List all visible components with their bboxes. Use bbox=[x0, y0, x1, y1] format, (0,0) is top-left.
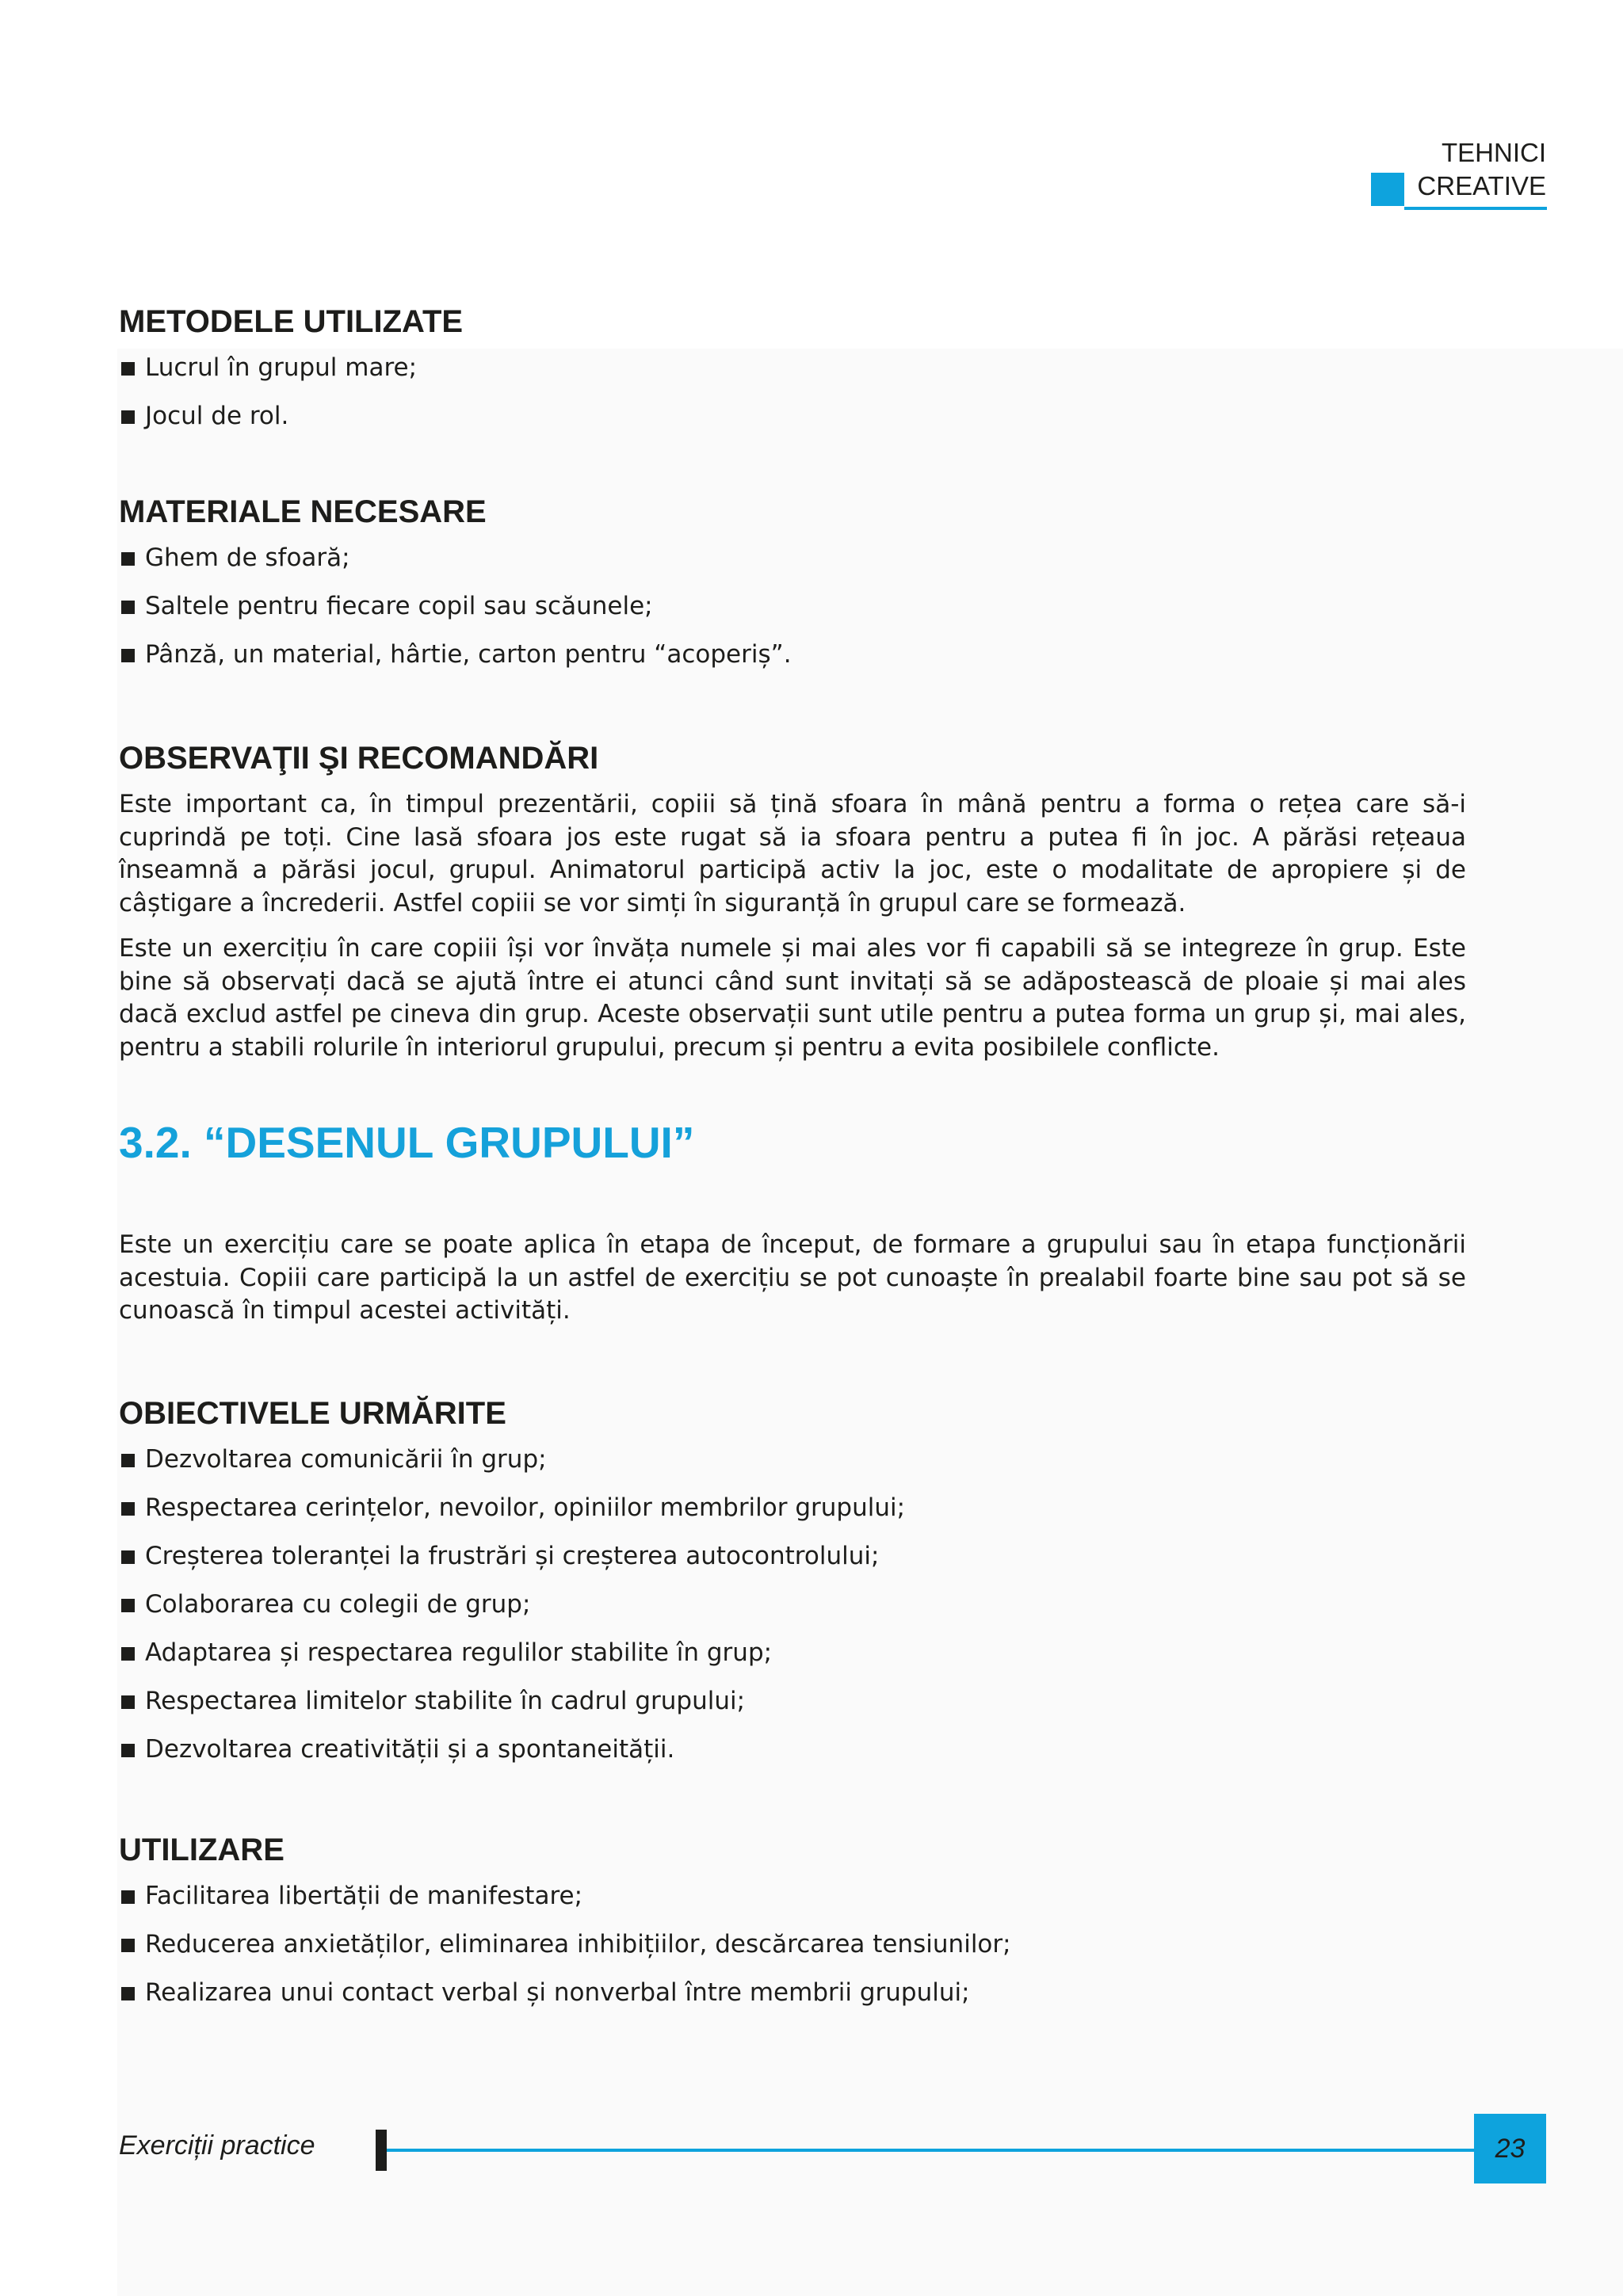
section-title: UTILIZARE bbox=[119, 1832, 285, 1867]
list-item bbox=[119, 1726, 1466, 1774]
running-header bbox=[1414, 136, 1546, 203]
list-item-text: Respectarea limitelor stabilite în cadrul grupului; bbox=[145, 1686, 746, 1715]
list-item bbox=[119, 1629, 1466, 1677]
list-item bbox=[119, 344, 1466, 392]
section-title: OBSERVAŢII ŞI RECOMANDĂRI bbox=[119, 741, 599, 776]
list-item-text: Dezvoltarea creativității și a spontaneității. bbox=[145, 1734, 675, 1764]
section-title: OBIECTIVELE URMĂRITE bbox=[119, 1395, 506, 1431]
running-header-line1: TEHNICI bbox=[1442, 138, 1546, 167]
chapter-title: 3.2. “DESENUL GRUPULUI” bbox=[119, 1118, 695, 1167]
list-item-text: Dezvoltarea comunicării în grup; bbox=[145, 1444, 547, 1474]
list-item-text: Facilitarea libertății de manifestare; bbox=[145, 1881, 583, 1910]
bullet-square-icon bbox=[121, 552, 135, 566]
section-utilizare bbox=[119, 1829, 1466, 2017]
bullet-square-icon bbox=[121, 1647, 135, 1661]
bullet-square-icon bbox=[121, 1939, 135, 1952]
list-item bbox=[119, 1920, 1466, 1969]
list-item-text: Lucrul în grupul mare; bbox=[145, 353, 418, 382]
list-item bbox=[119, 1484, 1466, 1532]
bullet-square-icon bbox=[121, 601, 135, 614]
list-item bbox=[119, 392, 1466, 441]
list-item bbox=[119, 1677, 1466, 1726]
list-item-text: Creșterea toleranței la frustrări și creșterea autocontrolului; bbox=[145, 1541, 880, 1570]
running-header-underline bbox=[1404, 207, 1547, 210]
list-item-text: Jocul de rol. bbox=[145, 402, 289, 430]
paragraph: Este un exercițiu în care copiii își vor învăța numele și mai ales vor fi capabili să se integreze în grup. Este bine să observați dacă se ajută între ei atunci când sunt invitați să se adăpostească de ploaie și mai ales dacă exclud astfel pe cineva din grup. Aceste observații sunt utile pentru a putea forma un grup și, mai ales, pentru a stabili rolurile în interiorul grupului, precum și pentru a evita posibilele conflicte. bbox=[119, 934, 1466, 1062]
page-number: 23 bbox=[1474, 2114, 1546, 2183]
page-content bbox=[119, 301, 1466, 2017]
list-item-text: Reducerea anxietăților, eliminarea inhibițiilor, descărcarea tensiunilor; bbox=[145, 1929, 1011, 1958]
footer-rule bbox=[387, 2149, 1474, 2152]
bullet-square-icon bbox=[121, 410, 135, 424]
bullet-square-icon bbox=[121, 1502, 135, 1516]
list-item-text: Pânză, un material, hârtie, carton pentru “acoperiș”. bbox=[145, 640, 792, 669]
list-item-text: Ghem de sfoară; bbox=[145, 543, 350, 572]
section-metode bbox=[119, 301, 1466, 441]
section-chapter bbox=[119, 1115, 1466, 1328]
bullet-list bbox=[119, 534, 1466, 679]
section-title: METODELE UTILIZATE bbox=[119, 304, 464, 339]
footer-label: Exerciții practice bbox=[119, 2130, 315, 2161]
bullet-square-icon bbox=[121, 1550, 135, 1564]
list-item bbox=[119, 631, 1466, 679]
corner-accent-square bbox=[1371, 173, 1404, 206]
bullet-square-icon bbox=[121, 1744, 135, 1757]
section-title: MATERIALE NECESARE bbox=[119, 494, 487, 529]
list-item bbox=[119, 1532, 1466, 1581]
bullet-list bbox=[119, 1872, 1466, 2017]
footer-marker bbox=[376, 2130, 387, 2171]
running-header-line2: CREATIVE bbox=[1417, 171, 1546, 200]
bullet-list bbox=[119, 1436, 1466, 1774]
bullet-square-icon bbox=[121, 1987, 135, 2000]
bullet-square-icon bbox=[121, 362, 135, 376]
section-materiale bbox=[119, 491, 1466, 679]
bullet-square-icon bbox=[121, 1890, 135, 1904]
bullet-square-icon bbox=[121, 1599, 135, 1612]
list-item bbox=[119, 1872, 1466, 1920]
bullet-square-icon bbox=[121, 1695, 135, 1709]
paragraph: Este important ca, în timpul prezentării, copiii să țină sfoara în mână pentru a forma o rețea care să-i cuprindă pe toți. Cine lasă sfoara jos este rugat să ia sfoara pentru a putea fi în joc. A părăsi rețeaua înseamnă a părăsi jocul, grupul. Animatorul participă activ la joc, este o modalitate de apropiere și de câștigare a încrederii. Astfel copiii se vor simți în siguranță în grupul care se formează. bbox=[119, 790, 1466, 917]
bullet-square-icon bbox=[121, 1454, 135, 1467]
list-item-text: Realizarea unui contact verbal și nonverbal între membrii grupului; bbox=[145, 1978, 970, 2007]
bullet-list bbox=[119, 344, 1466, 441]
list-item-text: Colaborarea cu colegii de grup; bbox=[145, 1589, 531, 1619]
list-item-text: Adaptarea și respectarea regulilor stabilite în grup; bbox=[145, 1638, 773, 1667]
list-item bbox=[119, 534, 1466, 582]
list-item-text: Saltele pentru fiecare copil sau scăunele; bbox=[145, 592, 653, 620]
list-item-text: Respectarea cerințelor, nevoilor, opiniilor membrilor grupului; bbox=[145, 1493, 906, 1522]
section-obiective bbox=[119, 1393, 1466, 1774]
bullet-square-icon bbox=[121, 649, 135, 662]
list-item bbox=[119, 1436, 1466, 1484]
list-item bbox=[119, 1581, 1466, 1629]
section-observatii bbox=[119, 738, 1466, 1064]
paragraph: Este un exercițiu care se poate aplica în etapa de început, de formare a grupului sau în etapa funcționării acestuia. Copiii care participă la un astfel de exercițiu se pot cunoaște în prealabil foarte bine sau pot să se cunoască în timpul acestei activități. bbox=[119, 1230, 1466, 1325]
list-item bbox=[119, 582, 1466, 631]
list-item bbox=[119, 1969, 1466, 2017]
